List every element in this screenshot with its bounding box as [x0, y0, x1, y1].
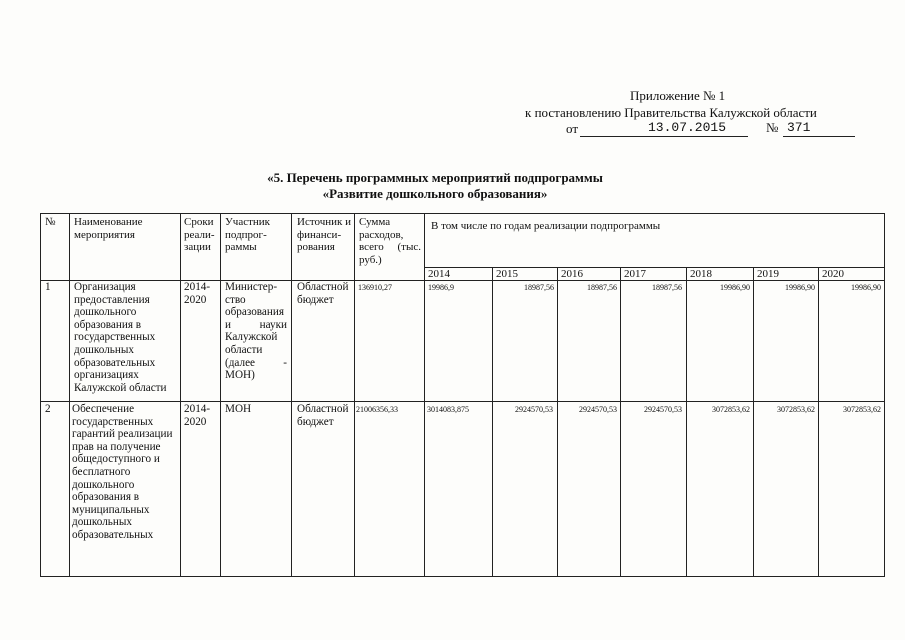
- col-line: [884, 213, 885, 577]
- number-sign: №: [766, 120, 779, 135]
- row-2-participant: МОН: [225, 403, 252, 415]
- col-line: [180, 213, 181, 577]
- header-year: 2019: [757, 268, 779, 280]
- row-2-term: 2014-2020: [184, 403, 211, 428]
- row-2-name: Обеспечение государственных гарантий реализации прав на получение общедоступного и бесплатного дошкольного образования в муниципальных дошкольных образовательных: [72, 403, 173, 541]
- col-line: [818, 267, 819, 577]
- header-source: Источник и финанси-рования: [297, 216, 351, 254]
- years-header-divider: [424, 267, 885, 268]
- row-2-value: 2924570,53: [515, 405, 553, 414]
- row-2-num: 2: [45, 403, 51, 415]
- col-line: [686, 267, 687, 577]
- col-line: [354, 213, 355, 577]
- row-1-value: 19986,90: [720, 283, 750, 292]
- title-line-2: «Развитие дошкольного образования»: [322, 186, 548, 201]
- col-line: [557, 267, 558, 577]
- number-underline: [783, 136, 855, 137]
- header-year: 2017: [624, 268, 646, 280]
- header-year: 2020: [822, 268, 844, 280]
- row-1-value: 18987,56: [587, 283, 617, 292]
- header-by-years: В том числе по годам реализации подпрограммы: [431, 220, 661, 232]
- row-1-value: 18987,56: [524, 283, 554, 292]
- col-line: [424, 213, 425, 577]
- row-1-source: Областной бюджет: [297, 281, 349, 306]
- col-line: [291, 213, 292, 577]
- row-1-name: Организация предоставления дошкольного образования в государственных дошкольных образовательных организациях Калужской области: [74, 281, 167, 394]
- header-num: №: [45, 216, 56, 228]
- row-1-term: 2014-2020: [184, 281, 211, 306]
- resolution-number: 371: [787, 120, 811, 135]
- header-name: Наименование мероприятия: [74, 216, 143, 241]
- row-1-num: 1: [45, 281, 51, 293]
- col-line: [220, 213, 221, 577]
- col-line: [492, 267, 493, 577]
- date-underline: [580, 136, 748, 137]
- row-2-value: 3072853,62: [843, 405, 881, 414]
- row-2-value: 2924570,53: [579, 405, 617, 414]
- header-participant: Участник подпрог-раммы: [225, 216, 271, 254]
- header-term: Сроки реали-зации: [184, 216, 215, 254]
- row-1-value: 18987,56: [652, 283, 682, 292]
- table-border-top: [40, 213, 885, 214]
- row-2-value: 3014083,875: [427, 405, 469, 414]
- header-year: 2014: [428, 268, 450, 280]
- row-1-value: 19986,90: [785, 283, 815, 292]
- row-2-value: 3072853,62: [777, 405, 815, 414]
- row-2-total: 21006356,33: [356, 405, 398, 414]
- row-1-value: 19986,9: [428, 283, 454, 292]
- date-prefix: от: [566, 121, 579, 136]
- col-line: [69, 213, 70, 577]
- appendix-title: Приложение № 1: [630, 88, 726, 103]
- row-1-total: 136910,27: [358, 283, 392, 292]
- header-total: Сумма расходов, всего (тыс. руб.): [359, 216, 421, 266]
- header-year: 2016: [561, 268, 583, 280]
- resolution-date: 13.07.2015: [648, 120, 727, 135]
- row-2-value: 3072853,62: [712, 405, 750, 414]
- col-line: [40, 213, 41, 577]
- appendix-resolution: к постановлению Правительства Калужской области: [525, 105, 817, 120]
- row-1-value: 19986,90: [851, 283, 881, 292]
- col-line: [620, 267, 621, 577]
- title-line-1: «5. Перечень программных мероприятий подпрограммы: [267, 170, 603, 185]
- header-year: 2015: [496, 268, 518, 280]
- table-border-bottom: [40, 576, 885, 577]
- col-line: [753, 267, 754, 577]
- row-1-participant: Министер-ство образования и науки Калужской области (далее - МОН): [225, 281, 287, 382]
- row-divider: [40, 401, 885, 402]
- row-2-value: 2924570,53: [644, 405, 682, 414]
- row-2-source: Областной бюджет: [297, 403, 349, 428]
- document-title: [220, 170, 650, 202]
- header-year: 2018: [690, 268, 712, 280]
